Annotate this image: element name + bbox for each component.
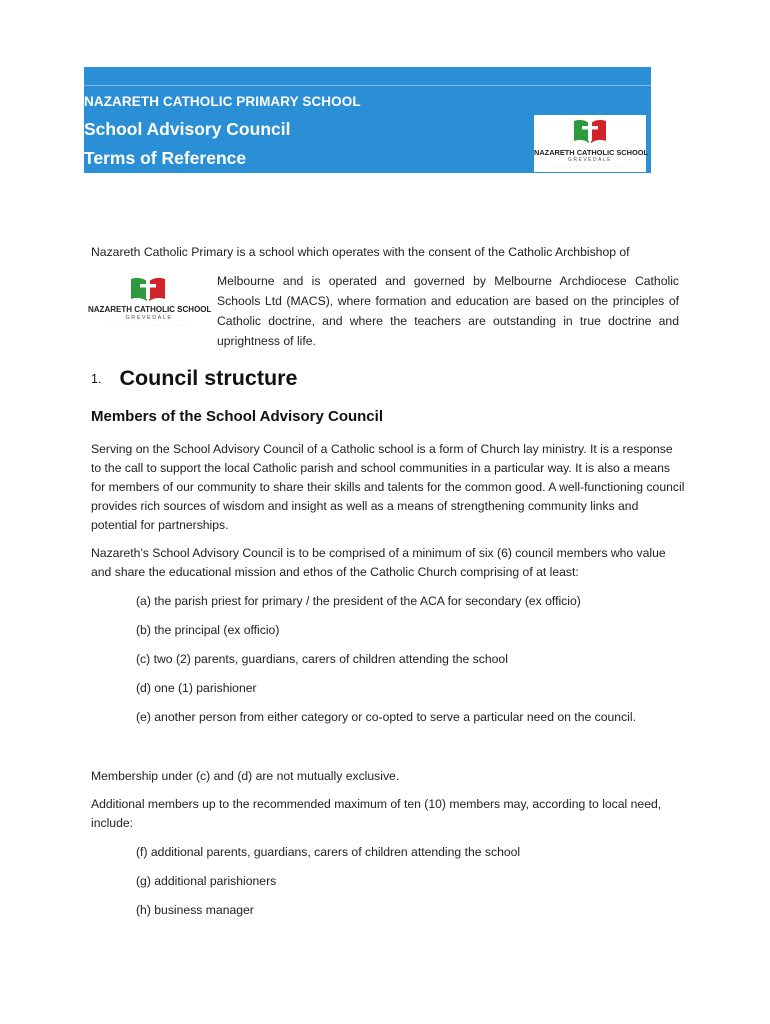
school-logo-inline bbox=[88, 274, 210, 332]
section-heading bbox=[91, 366, 297, 391]
banner-rule bbox=[84, 85, 651, 86]
logo-tagline: · · · · · · · · · · · · · · · · · · · · · · bbox=[552, 164, 628, 169]
book-cross-icon bbox=[88, 274, 210, 304]
paragraph: Nazareth's School Advisory Council is to be comprised of a minimum of six (6) council members who value and share the educational mission and ethos of the Catholic Church comprising of at least: bbox=[91, 546, 666, 579]
document-title: School Advisory Council bbox=[84, 119, 291, 139]
intro-line: Nazareth Catholic Primary is a school which operates with the consent of the Catholic Archbishop of bbox=[91, 245, 630, 259]
document-subtitle: Terms of Reference bbox=[84, 148, 247, 168]
subsection-heading: Members of the School Advisory Council bbox=[91, 408, 383, 425]
paragraph: Serving on the School Advisory Council of a Catholic school is a form of Church lay ministry. It is a response to the call to support the local Catholic parish and school communities in a particular way. It is also a means for members of our community to share their skills and talents for the common good. A well-functioning council provides rich sources of wisdom and insight as well as a means of strengthening community links and potential for partnerships. bbox=[91, 442, 685, 532]
logo-location: GREVEDALE bbox=[125, 315, 173, 321]
list-item: (g) additional parishioners bbox=[136, 874, 277, 888]
list-item: (b) the principal (ex officio) bbox=[136, 623, 280, 637]
book-cross-icon bbox=[534, 115, 646, 147]
paragraph: Membership under (c) and (d) are not mutually exclusive. bbox=[91, 769, 400, 783]
list-item: (f) additional parents, guardians, carers of children attending the school bbox=[136, 845, 521, 859]
school-name: NAZARETH CATHOLIC PRIMARY SCHOOL bbox=[84, 94, 361, 109]
list-item: (d) one (1) parishioner bbox=[136, 681, 257, 695]
logo-name: NAZARETH CATHOLIC SCHOOL bbox=[88, 305, 212, 314]
list-item: (c) two (2) parents, guardians, carers of children attending the school bbox=[136, 652, 508, 666]
list-item: (h) business manager bbox=[136, 903, 254, 917]
section-title: Council structure bbox=[119, 366, 298, 390]
list-item: (a) the parish priest for primary / the president of the ACA for secondary (ex officio) bbox=[136, 594, 581, 608]
intro-paragraph: Melbourne and is operated and governed by Melbourne Archdiocese Catholic Schools Ltd (MACS), where formation and education are based on the principles of Catholic doctrine, and where the teachers are outstanding in true doctrine and uprightness of life. bbox=[217, 274, 679, 348]
section-number: 1. bbox=[91, 372, 102, 387]
school-logo bbox=[534, 115, 646, 172]
list-item: (e) another person from either category or co-opted to serve a particular need on the council. bbox=[136, 710, 636, 724]
paragraph: Additional members up to the recommended maximum of ten (10) members may, according to local need, include: bbox=[91, 797, 662, 830]
logo-tagline: · · · · · · · · · · · · · · · · · · · · · · · bbox=[110, 323, 188, 328]
header-banner bbox=[84, 67, 651, 173]
logo-name: NAZARETH CATHOLIC SCHOOL bbox=[534, 148, 648, 157]
logo-location: GREVEDALE bbox=[567, 157, 613, 163]
